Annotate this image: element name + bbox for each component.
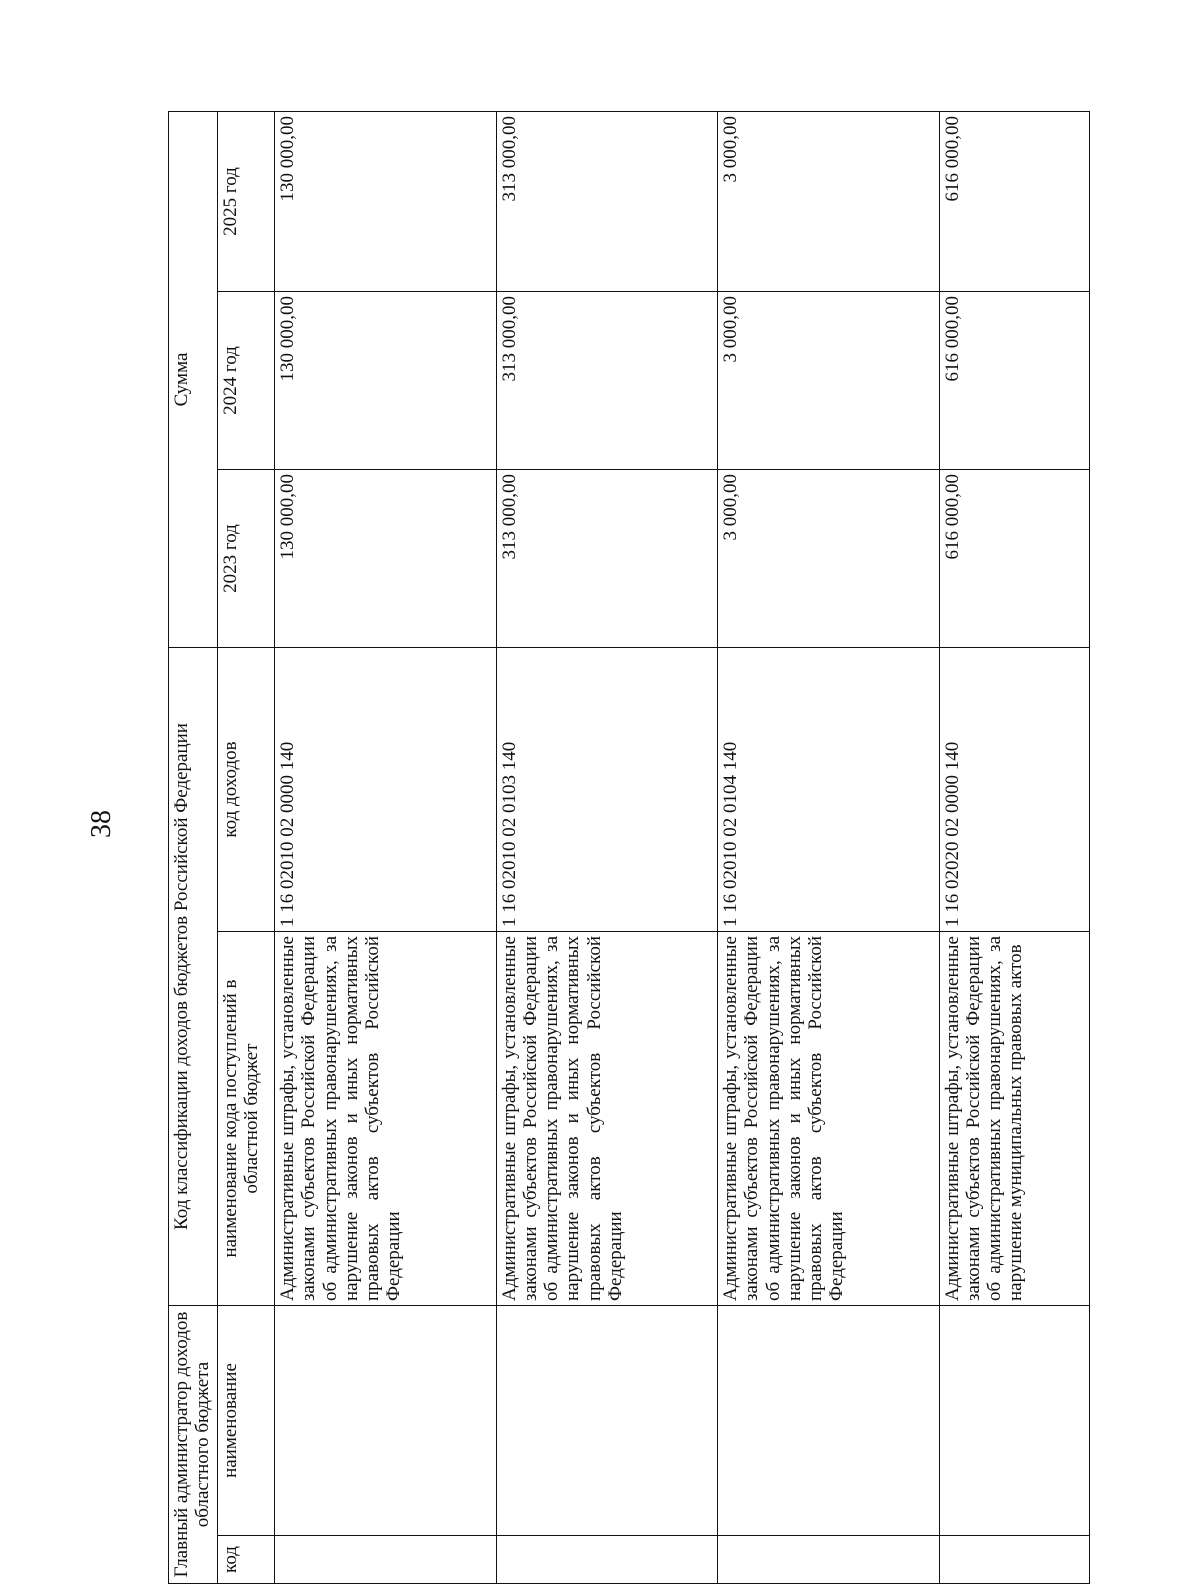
header-classification-group: Код классификации доходов бюджетов Российской Федерации bbox=[169, 648, 218, 1306]
table-row bbox=[939, 112, 1090, 1584]
amount-2025-cell: 3 000,00 bbox=[718, 112, 940, 292]
admin-code-cell bbox=[275, 1536, 497, 1584]
revenue-table bbox=[168, 111, 1090, 1584]
table-row bbox=[718, 112, 940, 1584]
revenue-code-cell: 1 16 02010 02 0103 140 bbox=[496, 648, 718, 932]
table-row bbox=[275, 112, 497, 1584]
amount-2024-cell: 130 000,00 bbox=[275, 292, 497, 470]
revenue-name-cell: Административные штрафы, установленные законами субъектов Российской Федерации об административных правонарушениях, за нарушение законов и иных нормативных правовых актов субъектов Российской Федерации bbox=[718, 932, 940, 1306]
amount-2023-cell: 130 000,00 bbox=[275, 470, 497, 648]
amount-2023-cell: 313 000,00 bbox=[496, 470, 718, 648]
amount-2024-cell: 3 000,00 bbox=[718, 292, 940, 470]
header-admin-group: Главный администратор доходов областного бюджета bbox=[169, 1306, 218, 1584]
header-year-2025: 2025 год bbox=[218, 112, 275, 292]
header-year-2024: 2024 год bbox=[218, 292, 275, 470]
amount-2023-cell: 616 000,00 bbox=[939, 470, 1090, 648]
revenue-code-cell: 1 16 02020 02 0000 140 bbox=[939, 648, 1090, 932]
admin-code-cell bbox=[939, 1536, 1090, 1584]
revenue-name-cell: Административные штрафы, установленные законами субъектов Российской Федерации об административных правонарушениях, за нарушение законов и иных нормативных правовых актов субъектов Российской Федерации bbox=[496, 932, 718, 1306]
admin-name-cell bbox=[496, 1306, 718, 1536]
revenue-name-cell: Административные штрафы, установленные законами субъектов Российской Федерации об административных правонарушениях, за нарушение законов и иных нормативных правовых актов субъектов Российской Федерации bbox=[275, 932, 497, 1306]
amount-2025-cell: 313 000,00 bbox=[496, 112, 718, 292]
amount-2025-cell: 130 000,00 bbox=[275, 112, 497, 292]
header-classification-name: наименование кода поступлений в областной бюджет bbox=[218, 932, 275, 1306]
admin-code-cell bbox=[496, 1536, 718, 1584]
revenue-code-cell: 1 16 02010 02 0000 140 bbox=[275, 648, 497, 932]
admin-name-cell bbox=[939, 1306, 1090, 1536]
admin-name-cell bbox=[275, 1306, 497, 1536]
header-sum-group: Сумма bbox=[169, 112, 218, 648]
amount-2025-cell: 616 000,00 bbox=[939, 112, 1090, 292]
amount-2023-cell: 3 000,00 bbox=[718, 470, 940, 648]
amount-2024-cell: 616 000,00 bbox=[939, 292, 1090, 470]
admin-name-cell bbox=[718, 1306, 940, 1536]
header-admin-code: код bbox=[218, 1536, 275, 1584]
revenue-name-cell: Административные штрафы, установленные законами субъектов Российской Федерации об административных правонарушениях, за нарушение муниципальных правовых актов bbox=[939, 932, 1090, 1306]
header-year-2023: 2023 год bbox=[218, 470, 275, 648]
table-row bbox=[496, 112, 718, 1584]
page-number: 38 bbox=[86, 810, 117, 838]
rotated-table-wrapper bbox=[168, 112, 1090, 1584]
amount-2024-cell: 313 000,00 bbox=[496, 292, 718, 470]
header-classification-code: код доходов bbox=[218, 648, 275, 932]
header-admin-name: наименование bbox=[218, 1306, 275, 1536]
revenue-code-cell: 1 16 02010 02 0104 140 bbox=[718, 648, 940, 932]
admin-code-cell bbox=[718, 1536, 940, 1584]
